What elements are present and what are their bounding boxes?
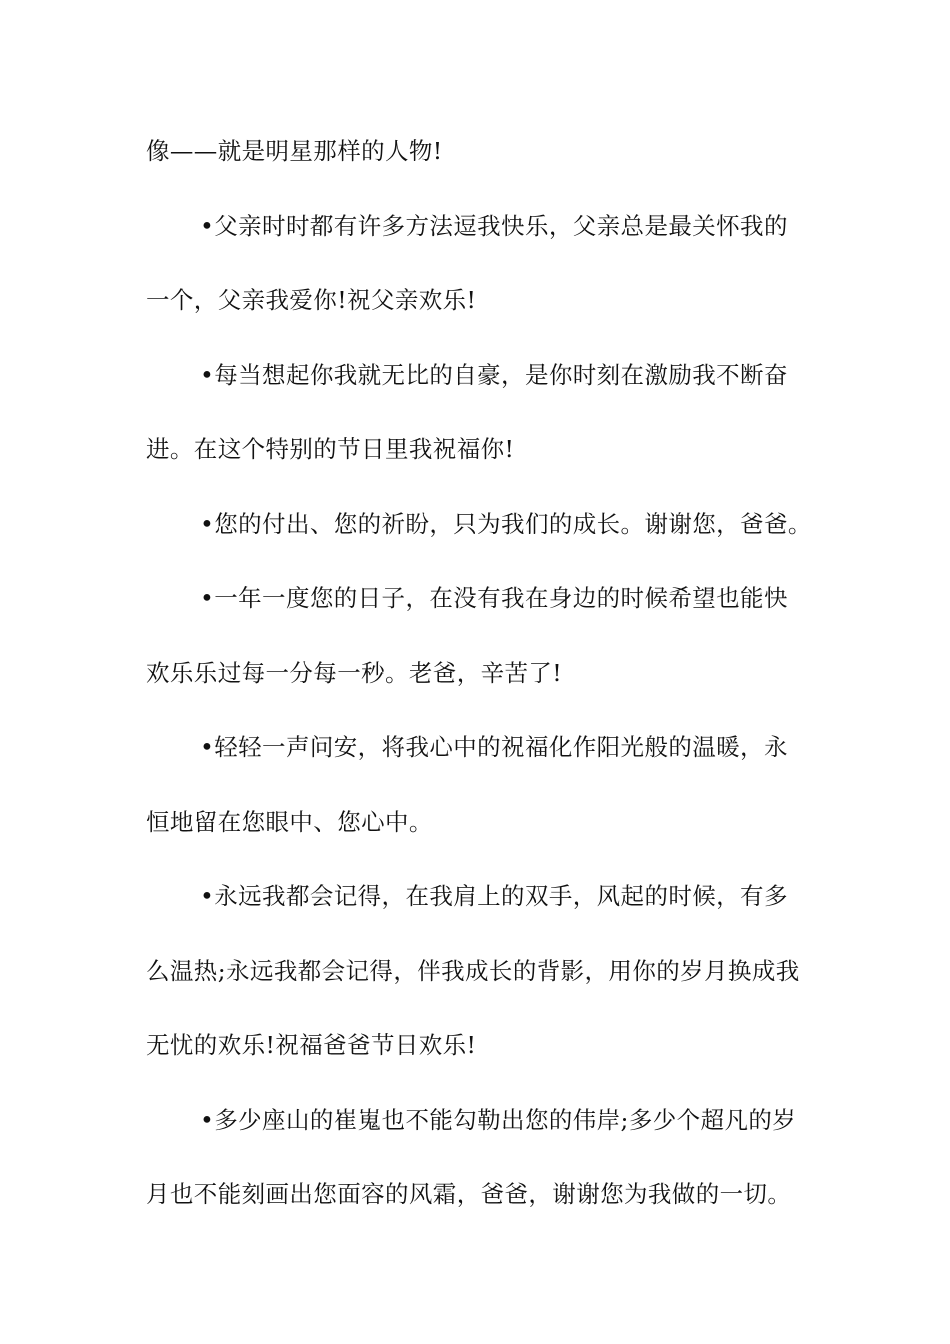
text-line: 进。在这个特别的节日里我祝福你! (146, 435, 515, 463)
text-line: 么温热;永远我都会记得，伴我成长的背影，用你的岁月换成我 (146, 956, 800, 985)
bullet-line: •一年一度您的日子，在没有我在身边的时候希望也能快 (200, 584, 788, 612)
document-page (146, 131, 812, 1249)
bullet-line: •每当想起你我就无比的自豪，是你时刻在激励我不断奋 (200, 360, 788, 389)
text-line: 欢乐乐过每一分每一秒。老爸，辛苦了! (146, 658, 563, 687)
text-line: 月也不能刻画出您面容的风霜，爸爸，谢谢您为我做的一切。 (146, 1180, 792, 1208)
text-line: 像——就是明星那样的人物! (146, 137, 443, 165)
bullet-line: •父亲时时都有许多方法逗我快乐，父亲总是最关怀我的 (200, 211, 788, 240)
bullet-line: •多少座山的崔嵬也不能勾勒出您的伟岸;多少个超凡的岁 (200, 1105, 797, 1134)
text-line: 无忧的欢乐!祝福爸爸节日欢乐! (146, 1031, 477, 1059)
text-line: 一个，父亲我爱你!祝父亲欢乐! (146, 286, 477, 314)
bullet-line: •轻轻一声问安，将我心中的祝福化作阳光般的温暖，永 (200, 733, 788, 761)
bullet-line: •您的付出、您的祈盼，只为我们的成长。谢谢您，爸爸。 (200, 509, 812, 538)
text-line: 恒地留在您眼中、您心中。 (146, 807, 433, 836)
bullet-line: •永远我都会记得，在我肩上的双手，风起的时候，有多 (200, 882, 788, 910)
